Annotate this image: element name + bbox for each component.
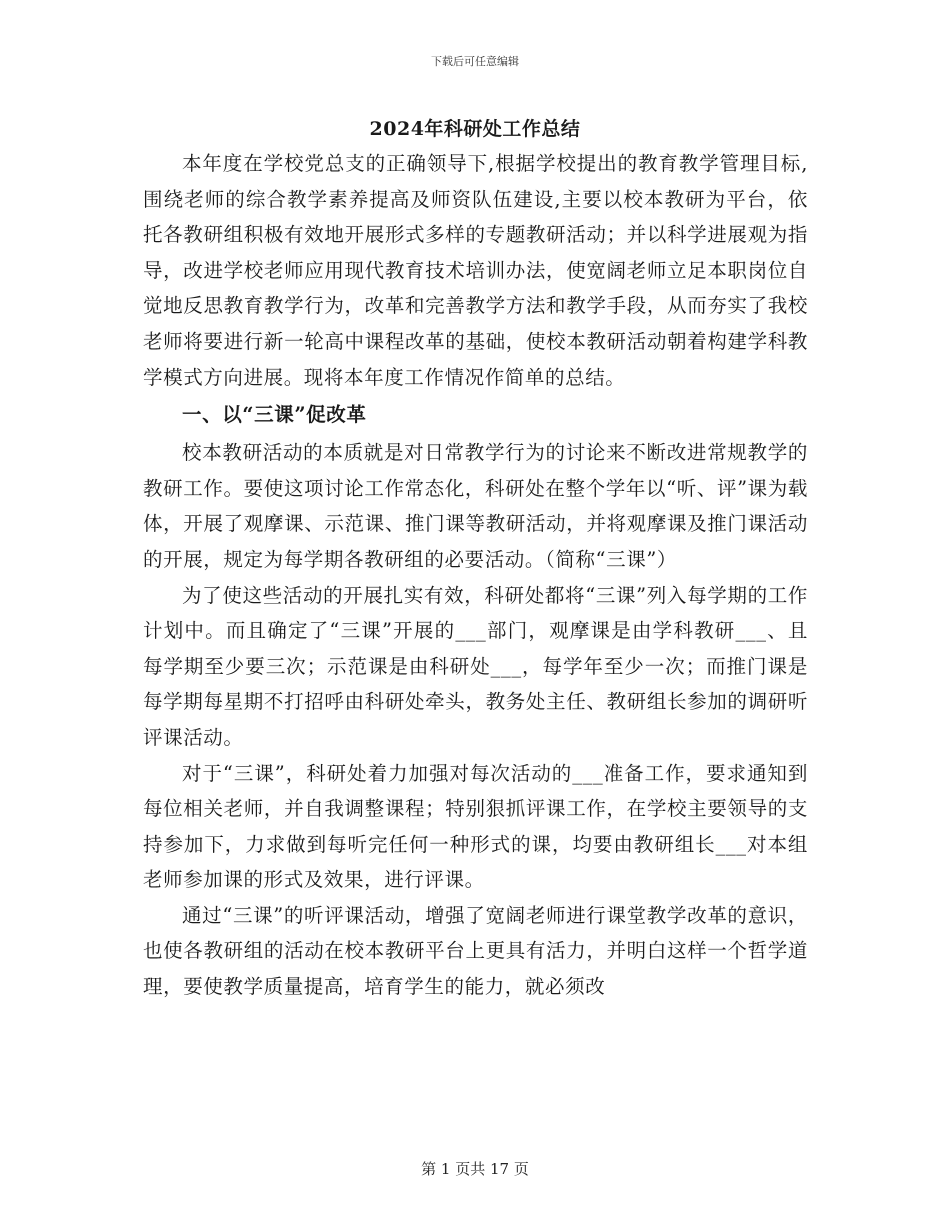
document-title: 2024年科研处工作总结: [369, 118, 581, 140]
intro-paragraph: 本年度在学校党总支的正确领导下,根据学校提出的教育教学管理目标,围绕老师的综合教学素养提高及师资队伍建设,主要以校本教研为平台，依托各教研组积极有效地开展形式多样的专题教研活动；并以科学进展观为指导，改进学校老师应用现代教育技术培训办法，使宽阔老师立足本职岗位自觉地反思教育教学行为，改革和完善教学方法和教学手段，从而夯实了我校老师将要进行新一轮高中课程改革的基础，使校本教研活动朝着构建学科教学模式方向进展。现将本年度工作情况作简单的总结。: [143, 152, 808, 389]
body-paragraph: 为了使这些活动的开展扎实有效，科研处都将“三课”列入每学期的工作计划中。而且确定了“三课”开展的___部门，观摩课是由学科教研___、且每学期至少要三次；示范课是由科研处___，每学年至少一次；而推门课是每学期每星期不打招呼由科研处牵头，教务处主任、教研组长参加的调研听评课活动。: [143, 583, 808, 749]
section-heading: 一、以“三课”促改革: [182, 403, 367, 427]
page-header-note: 下载后可任意编辑: [431, 55, 519, 68]
document-body: [143, 146, 808, 1005]
body-paragraph: 通过“三课”的听评课活动，增强了宽阔老师进行课堂教学改革的意识，也使各教研组的活动在校本教研平台上更具有活力，并明白这样一个哲学道理，要使教学质量提高，培育学生的能力，就必须改: [143, 903, 808, 999]
body-paragraph: 对于“三课”，科研处着力加强对每次活动的___准备工作，要求通知到每位相关老师，并自我调整课程；特别狠抓评课工作，在学校主要领导的支持参加下，力求做到每听完任何一种形式的课，均要由教研组长___对本组老师参加课的形式及效果，进行评课。: [143, 761, 808, 892]
body-paragraph: 校本教研活动的本质就是对日常教学行为的讨论来不断改进常规教学的教研工作。要使这项讨论工作常态化，科研处在整个学年以“听、评”课为载体，开展了观摩课、示范课、推门课等教研活动，并将观摩课及推门课活动的开展，规定为每学期各教研组的必要活动。（简称“三课”）: [143, 441, 808, 571]
page-number: 第 1 页共 17 页: [421, 1160, 529, 1178]
